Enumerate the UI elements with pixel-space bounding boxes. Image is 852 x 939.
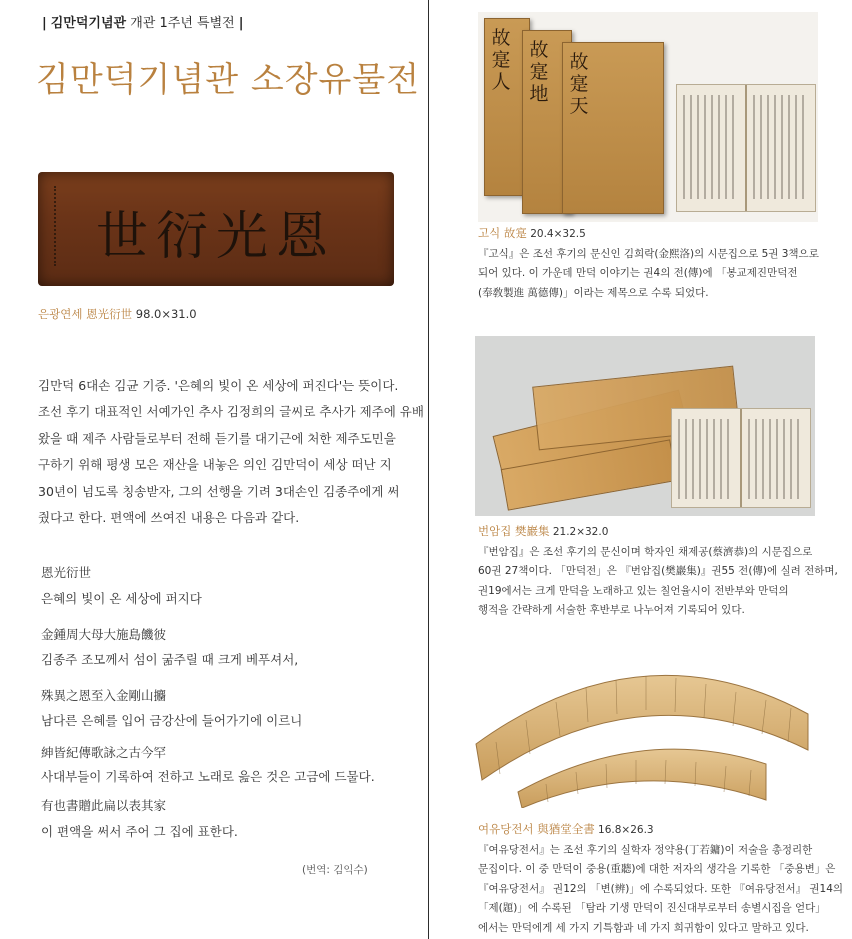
plaque-caption [38, 306, 197, 322]
intro-line: 구하기 위해 평생 모은 재산을 내놓은 의인 김만덕이 세상 떠난 지 [38, 457, 392, 473]
intro-line: 왔을 때 제주 사람들로부터 전해 듣기를 대기근에 처한 제주도민을 [38, 430, 396, 446]
fanned-books [466, 624, 818, 808]
yeoyudang-caption-name: 여유당전서 與猶堂全書 [478, 822, 595, 836]
beonamjip-caption-name: 번암집 樊巖集 [478, 524, 550, 538]
yeoyudang-desc-line: 에서는 만덕에게 세 가지 기특함과 네 가지 희귀함이 있다고 말하고 있다. [478, 921, 809, 934]
page-title: 김만덕기념관 소장유물전 [36, 60, 421, 100]
plaque-image [38, 172, 394, 286]
intro-line: 30년이 넘도록 칭송받자, 그의 선행을 기려 3대손인 김종주에게 써 [38, 483, 400, 499]
yeoyudang-desc-line: 「제(題)」에 수록된 「탐라 기생 만덕이 진신대부로부터 송별시집을 얻다」 [478, 902, 826, 915]
intro-line: 줬다고 한다. 편액에 쓰여진 내용은 다음과 같다. [38, 510, 300, 526]
book-cover [562, 42, 664, 214]
beonamjip-caption [478, 522, 838, 621]
beonamjip-desc-line: 60권 27책이다. 「만덕전」은 『번암집(樊巖集)』권55 전(傳)에 실려 전하며, [478, 565, 838, 578]
beonamjip-desc-line: 행적을 간략하게 서술한 후반부로 나누어져 기록되어 있다. [478, 604, 745, 617]
intro-line: 김만덕 6대손 김균 기증. '은혜의 빛이 온 세상에 퍼진다'는 뜻이다. [38, 378, 399, 393]
verse-hanja: 紳皆紀傳歌詠之古今罕 [41, 745, 167, 760]
intro-line: 조선 후기 대표적인 서예가인 추사 김정희의 글씨로 추사가 제주에 유배 [38, 404, 424, 420]
gosik-desc-line: (奉敎製進 萬德傳)」이라는 제목으로 수록 되었다. [478, 286, 709, 299]
verse-hanja: 金鍾周大母大施島饑彼 [41, 627, 167, 642]
verse-korean: 남다른 은혜를 입어 금강산에 들어가기에 이르니 [41, 713, 303, 728]
intro-paragraph [38, 373, 424, 531]
verse-hanja: 恩光衍世 [41, 565, 92, 580]
verse-korean: 이 편액을 써서 주어 그 집에 표한다. [41, 824, 238, 839]
gosik-books-image [478, 12, 818, 222]
book-label: 故寔地 [529, 39, 549, 105]
gosik-caption [478, 224, 819, 303]
yeoyudang-desc-line: 『여유당전서』 권12의 「변(辨)」에 수록되었다. 또한 『여유당전서』 권14의 [478, 882, 844, 895]
beonamjip-desc-line: 『번암집』은 조선 후기의 문신이며 학자인 채제공(蔡濟恭)의 시문집으로 [478, 545, 813, 558]
yeoyudang-desc-line: 『여유당전서』는 조선 후기의 실학자 정약용(丁若鏞)이 저술을 총정리한 [478, 843, 813, 856]
beonamjip-desc-line: 권19에서는 크게 만덕을 노래하고 있는 칠언율시이 전반부와 만덕의 [478, 584, 789, 597]
yeoyudang-caption [478, 820, 843, 939]
gosik-caption-name: 고식 故寔 [478, 226, 527, 240]
plaque-caption-name: 은광연세 恩光衍世 [38, 307, 133, 321]
beonamjip-caption-size: 21.2×32.0 [552, 526, 609, 538]
gosik-caption-size: 20.4×32.5 [530, 228, 586, 240]
kicker-event: 개관 1주년 특별전 [130, 16, 235, 31]
verse-korean: 사대부들이 기록하여 전하고 노래로 읊은 것은 고금에 드물다. [41, 769, 375, 784]
kicker-museum: 김만덕기념관 [50, 16, 127, 31]
verse-hanja: 殊異之恩至入金剛山攟 [41, 688, 167, 703]
yeoyudang-caption-size: 16.8×26.3 [598, 824, 654, 836]
gosik-desc-line: 『고식』은 조선 후기의 문신인 김희락(金熙洛)의 시문집으로 5권 3책으로 [478, 247, 819, 260]
gosik-desc-line: 되어 있다. 이 가운데 만덕 이야기는 권4의 전(傳)에 「봉교제진만덕전 [478, 267, 798, 280]
plaque-caption-size: 98.0×31.0 [135, 307, 197, 321]
yeoyudang-books-image [466, 624, 818, 808]
open-book [671, 408, 811, 508]
plaque-inscription: 世衍光恩 [95, 207, 336, 267]
verse-korean: 김종주 조모께서 섬이 굶주릴 때 크게 베푸셔서, [41, 652, 299, 667]
exhibition-kicker: | 김만덕기념관 개관 1주년 특별전 | [42, 16, 244, 31]
open-book [676, 84, 816, 212]
yeoyudang-desc-line: 문집이다. 이 중 만덕이 중용(重聽)에 대한 저자의 생각을 기록한 「중용변」은 [478, 863, 836, 876]
translator-credit: (번역: 김익수) [302, 864, 368, 876]
book-label: 故寔天 [569, 51, 589, 117]
verse-hanja: 有也書贈此扁以表其家 [41, 798, 167, 813]
column-divider [428, 0, 429, 939]
book-label: 故寔人 [491, 27, 511, 93]
beonamjip-books-image [475, 336, 815, 516]
verse-korean: 은혜의 빛이 온 세상에 퍼지다 [41, 591, 202, 606]
